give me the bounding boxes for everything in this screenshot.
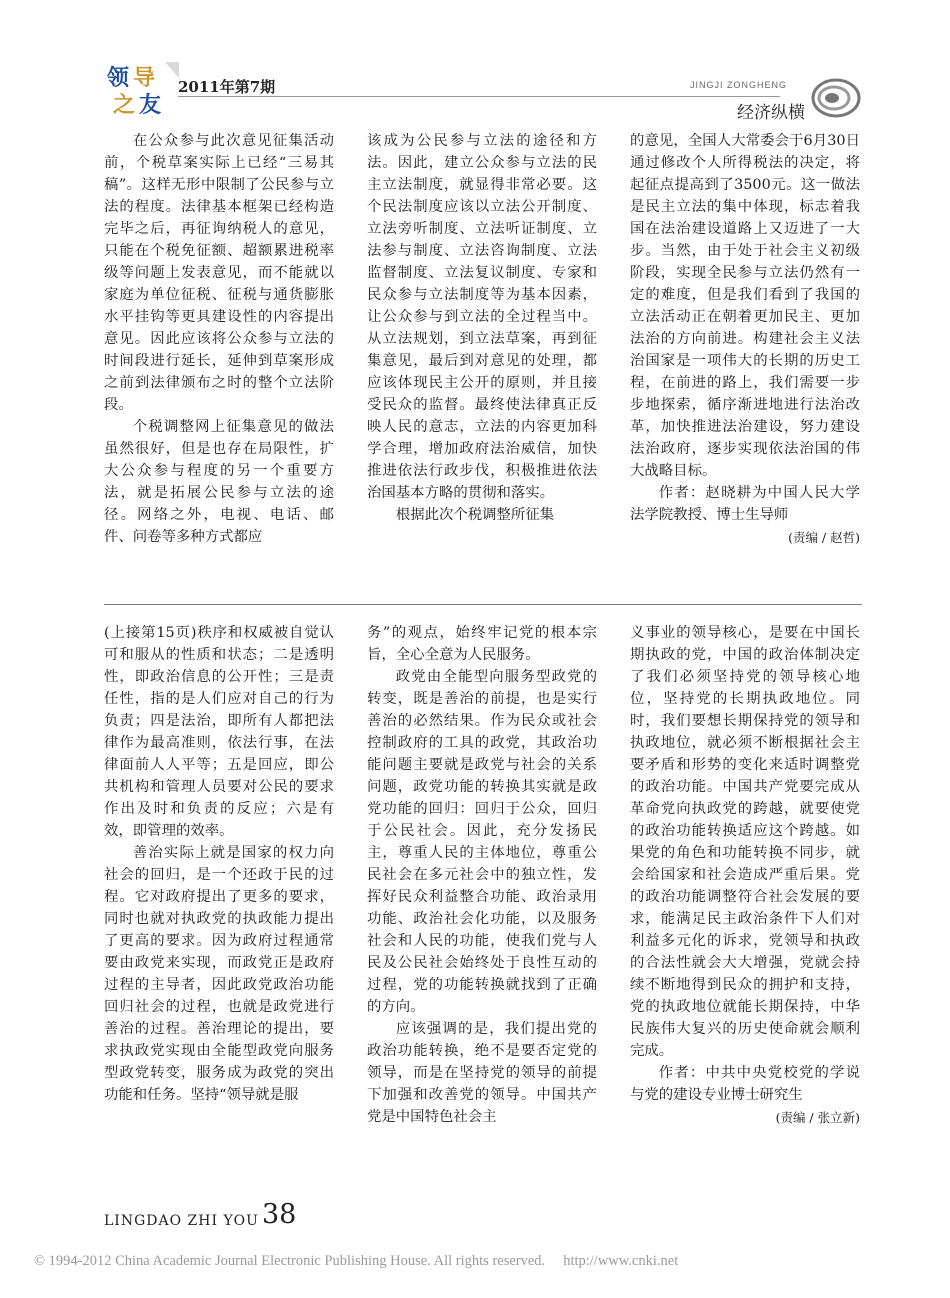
- section-pinyin: JINGJI ZONGHENG: [690, 80, 788, 90]
- top-article-column-1: [104, 130, 334, 548]
- author-note: 作者：中共中央党校党的学说与党的建设专业博士研究生: [630, 1065, 860, 1103]
- top-article-column-2: [367, 130, 597, 526]
- cnki-link[interactable]: http://www.cnki.net: [563, 1253, 679, 1269]
- editor-credit: (责编 / 赵哲): [788, 530, 860, 545]
- section-swirl-icon: [810, 76, 862, 120]
- magazine-logo: [105, 58, 183, 118]
- paragraph: 根据此次个税调整所征集: [395, 507, 555, 523]
- paragraph: 政党由全能型向服务型政党的转变，既是善治的前提，也是实行善治的必然结果。作为民众或社会控制政府的工具的政党，其政治功能问题主要就是政党与社会的关系问题，政党功能的转换其实就是政党功能的回归：回归于公众，回归于公民社会。因此，充分发扬民主，尊重人民的主体地位，尊重公民社会在多元社会中的独立性，发挥好民众利益整合功能、政治录用功能、政治社会化功能，以及服务社会和人民的功能，使我们党与人民及公民社会始终处于良性互动的过程，党的功能转换就找到了正确的方向。: [367, 669, 597, 1015]
- author-note: 作者：赵晓耕为中国人民大学法学院教授、博士生导师: [630, 485, 860, 523]
- svg-text:导: 导: [133, 66, 156, 91]
- svg-text:之: 之: [113, 93, 136, 118]
- paragraph: 该成为公民参与立法的途径和方法。因此，建立公众参与立法的民主立法制度，就显得非常必要。这个民法制度应该以立法公开制度、立法旁听制度、立法听证制度、立法参与制度、立法咨询制度、立法监督制度、立法复议制度、专家和民众参与立法制度等为基本因素，让公众参与到立法的全过程当中。从立法规划，到立法草案，再到征集意见，最后到对意见的处理，都应该体现民主公开的原则，并且接受民众的监督。最终使法律真正反映人民的意志，立法的内容更加科学合理，增加政府法治威信，加快推进依法行政步伐，积极推进依法治国基本方略的贯彻和落实。: [367, 133, 597, 501]
- paragraph: (上接第15页)秩序和权威被自觉认可和服从的性质和状态；二是透明性，即政治信息的公开性；三是责任性，指的是人们应对自己的行为负责；四是法治，即所有人都把法律作为最高准则，依法行事，在法律面前人人平等；五是回应，即公共机构和管理人员要对公民的要求作出及时和负责的反应；六是有效，即管理的效率。: [104, 625, 334, 839]
- paragraph: 的意见，全国人大常委会于6月30日通过修改个人所得税法的决定，将起征点提高到了3500元。这一做法是民主立法的集中体现，标志着我国在法治建设道路上又迈进了一大步。当然，由于处于社会主义初级阶段，实现全民参与立法仍然有一定的难度，但是我们看到了我国的立法活动正在朝着更加民主、更加法治的方向前进。构建社会主义法治国家是一项伟大的长期的历史工程，在前进的路上，我们需要一步步地探索，循序渐进地进行法治改革，加快推进法治建设，努力建设法治政府，逐步实现依法治国的伟大战略目标。: [630, 133, 860, 479]
- svg-text:友: 友: [139, 93, 162, 118]
- section-title: 经济纵横: [737, 103, 805, 123]
- bottom-article-column-3: [630, 622, 860, 1129]
- paragraph: 应该强调的是，我们提出党的政治功能转换，绝不是要否定党的领导，而是在坚持党的领导的前提下加强和改善党的领导。中国共产党是中国特色社会主: [367, 1021, 597, 1125]
- page-number: 38: [262, 1199, 297, 1230]
- editor-credit: (责编 / 张立新): [775, 1110, 860, 1125]
- svg-text:领: 领: [107, 66, 130, 91]
- copyright-text: © 1994-2012 China Academic Journal Electronic Publishing House. All rights reserved.: [34, 1253, 546, 1269]
- magazine-pinyin-footer: LINGDAO ZHI YOU: [104, 1213, 259, 1229]
- paragraph: 善治实际上就是国家的权力向社会的回归，是一个还政于民的过程。它对政府提出了更多的要求，同时也就对执政党的执政能力提出了更高的要求。因为政府过程通常要由政党来实现，而政党正是政府过程的主导者，因此政党政治功能回归社会的过程，也就是政党进行善治的过程。善治理论的提出，要求执政党实现由全能型政党向服务型政党转变，服务成为政党的突出功能和任务。坚持“领导就是服: [104, 845, 334, 1103]
- paragraph: 在公众参与此次意见征集活动前，个税草案实际上已经“三易其稿”。这样无形中限制了公民参与立法的程度。法律基本框架已经构造完毕之后，再征询纳税人的意见，只能在个税免征额、超额累进税率级等问题上发表意见，而不能就以家庭为单位征税、征税与通货膨胀水平挂钩等更具建设性的内容提出意见。因此应该将公众参与立法的时间段进行延长，延伸到草案形成之前到法律颁布之时的整个立法阶段。: [104, 133, 334, 413]
- copyright-line: [34, 1253, 678, 1270]
- issue-label: 2011年第7期: [178, 78, 276, 96]
- bottom-article-column-1: [104, 622, 334, 1106]
- top-article-column-3: [630, 130, 860, 549]
- header-rule: [178, 96, 780, 97]
- paragraph: 务”的观点，始终牢记党的根本宗旨，全心全意为人民服务。: [367, 625, 597, 663]
- article-divider: [104, 604, 862, 605]
- paragraph: 义事业的领导核心，是要在中国长期执政的党，中国的政治体制决定了我们必须坚持党的领导核心地位，坚持党的长期执政地位。同时，我们要想长期保持党的领导和执政地位，就必须不断根据社会主要矛盾和形势的变化来适时调整党的政治功能。中国共产党要完成从革命党向执政党的跨越，就要使党的政治功能转换适应这个跨越。如果党的角色和功能转换不同步，就会给国家和社会造成严重后果。党的政治功能调整符合社会发展的要求，能满足民主政治条件下人们对利益多元化的诉求，党领导和执政的合法性就会大大增强，党就会持续不断地得到民众的拥护和支持，党的执政地位就能长期保持，中华民族伟大复兴的历史使命就会顺利完成。: [630, 625, 860, 1059]
- bottom-article-column-2: [367, 622, 597, 1128]
- paragraph: 个税调整网上征集意见的做法虽然很好，但是也存在局限性，扩大公众参与程度的另一个重要方法，就是拓展公民参与立法的途径。网络之外，电视、电话、邮件、问卷等多种方式都应: [104, 419, 334, 545]
